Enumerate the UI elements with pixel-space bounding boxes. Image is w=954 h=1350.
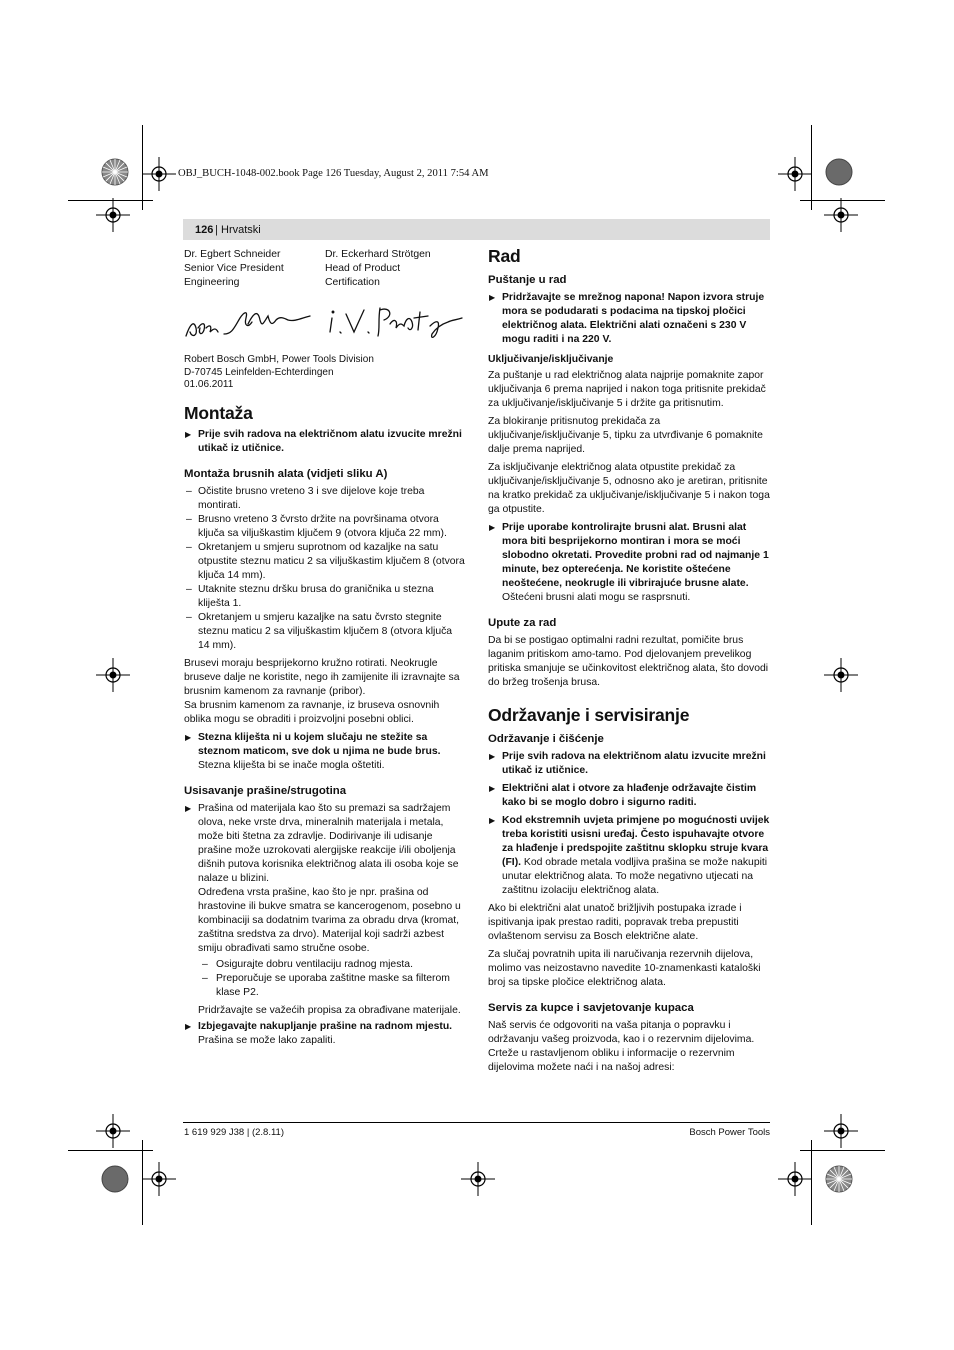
paragraph: Određena vrsta prašine, kao što je npr. prašina od hrastovine ili bukve smatra se kancerogenom, posebno u kombinaciji sa dodatnim tvarima za obradu drva (kromat, zaštitna sredstva za drvo). Materijal koji sadrži azbest smiju obrađivati samo stručne osobe. [198, 886, 461, 954]
registration-mark-icon [824, 198, 858, 232]
footer-catalog-number: 1 619 929 J38 | (2.8.11) [184, 1127, 285, 1138]
triangle-bullet-icon: ▶ [489, 293, 496, 302]
triangle-bullet-icon: ▶ [185, 429, 192, 439]
triangle-bullet-icon: ▶ [489, 523, 496, 532]
safety-warning: ▶ Prije svih radova na električnom alatu izvucite mrežni utikač iz utičnice. [489, 751, 766, 776]
right-column [488, 248, 770, 1079]
registration-mark-icon [778, 1162, 812, 1196]
section-title-rad: Rad [488, 246, 521, 266]
paragraph: Za puštanje u rad električnog alata najprije pomaknite zapor uključivanja 6 prema naprijed i nakon toga pritisnite prekidač za uključivanje/isključivanje 5 i držite ga pritisnutim. [488, 370, 766, 409]
page-header-band [183, 219, 770, 240]
list-item: – Osigurajte dobru ventilaciju radnog mjesta. [202, 958, 413, 970]
list-item: – Očistite brusno vreteno 3 i sve dijelove koje treba montirati. [186, 485, 425, 511]
list-item: – Okretanjem u smjeru suprotnom od kazaljke na satu otpustite steznu maticu 2 sa viljuškastim ključem 8 (otvora ključa 14 mm). [186, 541, 465, 581]
paragraph: Naš servis će odgovoriti na vaša pitanja o popravku i održavanju vašeg proizvoda, kao i o rezervnim dijelovima. Crteže u rastavljenom obliku i informacije o rezervnim dijelovima možete naći i na našoj adresi: [488, 1020, 755, 1073]
subsection-title: Uključivanje/isključivanje [488, 354, 614, 365]
safety-warning: ▶ Kod ekstremnih uvjeta primjene po mogućnosti uvijek treba koristiti usisni uređaj. Često ispuhavajte otvore za hlađenje i predspojite zaštitnu sklopku struje kvara (FI). Kod obrade metala vodljiva prašina se može nakupiti unutar električnog alata. To može negativno utjecati na zaštitnu izolaciju električnog alata. [489, 815, 770, 896]
safety-warning: ▶ Električni alat i otvore za hlađenje održavajte čistim kako bi se moglo dobro i sigurno raditi. [489, 783, 757, 808]
safety-warning: ▶ Izbjegavajte nakupljanje prašine na radnom mjestu. Prašina se može lako zapaliti. [185, 1020, 453, 1046]
registration-mark-icon [96, 658, 130, 692]
signatory-title: Engineering [184, 277, 240, 288]
section-title-odrzavanje: Održavanje i servisiranje [488, 705, 690, 725]
subsection-title: Puštanje u rad [488, 274, 567, 286]
subsection-title: Održavanje i čišćenje [488, 733, 604, 745]
signatory-title: Certification [325, 277, 380, 288]
list-item: – Preporučuje se uporaba zaštitne maske sa filterom klase P2. [202, 972, 450, 998]
registration-mark-icon [142, 1162, 176, 1196]
registration-mark-icon [96, 198, 130, 232]
safety-warning: ▶ Prije uporabe kontrolirajte brusni alat. Brusni alat mora biti besprijekorno montiran i mora se moći slobodno okretati. Provedite probni rad od najmanje 1 minute, bez opterećenja. Ne koristite oštećene neoštećene, neokrugle ili vibrirajuće brusne alate. Oštećeni brusni alati mogu se rasprsnuti. [489, 522, 769, 603]
company-address [184, 354, 466, 392]
signatory [325, 248, 466, 290]
page-number: 126 [195, 224, 214, 236]
signatories [184, 248, 466, 290]
paragraph: Za isključivanje električnog alata otpustite prekidač za uključivanje/isključivanje 5, odnosno ako je aretiran, pritisnite na kratko prekidač za uključivanje/isključivanje 5 i nakon toga ga otpustite. [488, 462, 770, 515]
document-date: 01.06.2011 [184, 379, 234, 390]
registration-mark-icon [778, 157, 812, 191]
paragraph: Pridržavajte se važećih propisa za obrađivane materijale. [198, 1004, 461, 1016]
paragraph: Za slučaj povratnih upita ili naručivanja rezervnih dijelova, molimo vas neizostavno navedite 10-znamenkasti kataloški broj sa tipske pločice električnog alata. [488, 949, 761, 988]
gray-circle-icon [825, 158, 853, 186]
signatory-title: Senior Vice President [184, 263, 284, 274]
list-item: – Okretanjem u smjeru kazaljke na satu čvrsto stegnite steznu maticu 2 sa viljuškastim ključem 8 (otvora ključa 14 mm). [186, 611, 453, 651]
registration-mark-icon [824, 658, 858, 692]
registration-mark-icon [461, 1162, 495, 1196]
list-item: – Brusno vreteno 3 čvrsto držite na površinama otvora ključa sa viljuškastim ključem 9 (otvora ključa 22 mm). [186, 513, 447, 539]
subsection-title: Servis za kupce i savjetovanje kupaca [488, 1002, 694, 1014]
star-target-icon [825, 1165, 853, 1193]
triangle-bullet-icon: ▶ [489, 784, 496, 793]
paragraph: Za blokiranje pritisnutog prekidača za uključivanje/isključivanje 5, tipku za utvrđivanje 6 pomaknite dalje prema naprijed. [488, 416, 763, 455]
footer-divider [183, 1122, 770, 1123]
signatory-name: Dr. Egbert Schneider [184, 249, 281, 260]
company-name: Robert Bosch GmbH, Power Tools Division [184, 354, 374, 365]
list-item: – Utaknite steznu dršku brusa do graničnika u stezna kliješta 1. [186, 583, 434, 609]
triangle-bullet-icon: ▶ [489, 816, 496, 825]
triangle-bullet-icon: ▶ [185, 803, 192, 813]
paragraph: Brusevi moraju besprijekorno kružno rotirati. Neokrugle bruseve dalje ne koristite, nego ih zamijenite ili izravnajte sa brusnim kamenom za ravnanje (pribor). [184, 657, 460, 697]
signatory [184, 248, 325, 290]
gray-circle-icon [101, 1165, 129, 1193]
company-street: D-70745 Leinfelden-Echterdingen [184, 366, 334, 378]
triangle-bullet-icon: ▶ [185, 1021, 192, 1031]
safety-warning: ▶ Stezna kliješta ni u kojem slučaju ne stežite sa steznom maticom, sve dok u njima ne bude brus. Stezna kliješta bi se inače mogla oštetiti. [185, 731, 441, 771]
footer-brand: Bosch Power Tools [689, 1127, 770, 1138]
paragraph: Sa brusnim kamenom za ravnanje, iz bruseva osnovnih oblika mogu se obraditi i proizvoljni posebni oblici. [184, 699, 440, 725]
triangle-bullet-icon: ▶ [489, 752, 496, 761]
subsection-title: Montaža brusnih alata (vidjeti sliku A) [184, 467, 388, 480]
triangle-bullet-icon: ▶ [185, 732, 192, 742]
subsection-title: Usisavanje prašine/strugotina [184, 784, 347, 797]
star-target-icon [101, 158, 129, 186]
safety-warning: ▶ Prije svih radova na električnom alatu izvucite mrežni utikač iz utičnice. [185, 428, 462, 454]
handwritten-signatures [184, 298, 466, 346]
page-language: Hrvatski [221, 224, 261, 236]
crop-mark [68, 1150, 153, 1151]
subsection-title: Upute za rad [488, 617, 557, 629]
left-column [184, 248, 466, 1052]
print-header: OBJ_BUCH-1048-002.book Page 126 Tuesday, August 2, 2011 7:54 AM [178, 168, 489, 179]
safety-warning: ▶ Pridržavajte se mrežnog napona! Napon izvora struje mora se podudarati s podacima na tipskoj pločici električnog alata. Električni alati označeni s 230 V mogu raditi i na 220 V. [489, 292, 765, 345]
page-separator: | [215, 224, 218, 236]
signatory-title: Head of Product [325, 263, 401, 274]
crop-mark [800, 1150, 885, 1151]
paragraph: Ako bi električni alat unatoč brižljivih postupaka izrade i ispitivanja ipak prestao raditi, popravak treba prepustiti ovlaštenom servisu za Bosch električne alate. [488, 903, 742, 942]
registration-mark-icon [824, 1114, 858, 1148]
registration-mark-icon [142, 157, 176, 191]
registration-mark-icon [96, 1114, 130, 1148]
paragraph: Da bi se postigao optimalni radni rezultat, pomičite brus laganim pritiskom amo-tamo. Pod djelovanjem prevelikog pritiska smanjuje se učinkovitost električnog alata, što dovodi do bržeg trošenja brusa. [488, 635, 769, 688]
signatory-name: Dr. Eckerhard Strötgen [325, 249, 431, 260]
safety-warning: ▶ Prašina od materijala kao što su premazi sa sadržajem olova, neke vrste drva, mineralnih materijala i metala, može biti štetna za zdravlje. Dodirivanje ili udisanje prašine može uzrokovati alergijske reakcije i/ili oboljenja dišnih putova korisnika električnog alata ili osoba koje se nalaze u blizini. [185, 802, 459, 884]
section-title-montaza: Montaža [184, 402, 253, 423]
